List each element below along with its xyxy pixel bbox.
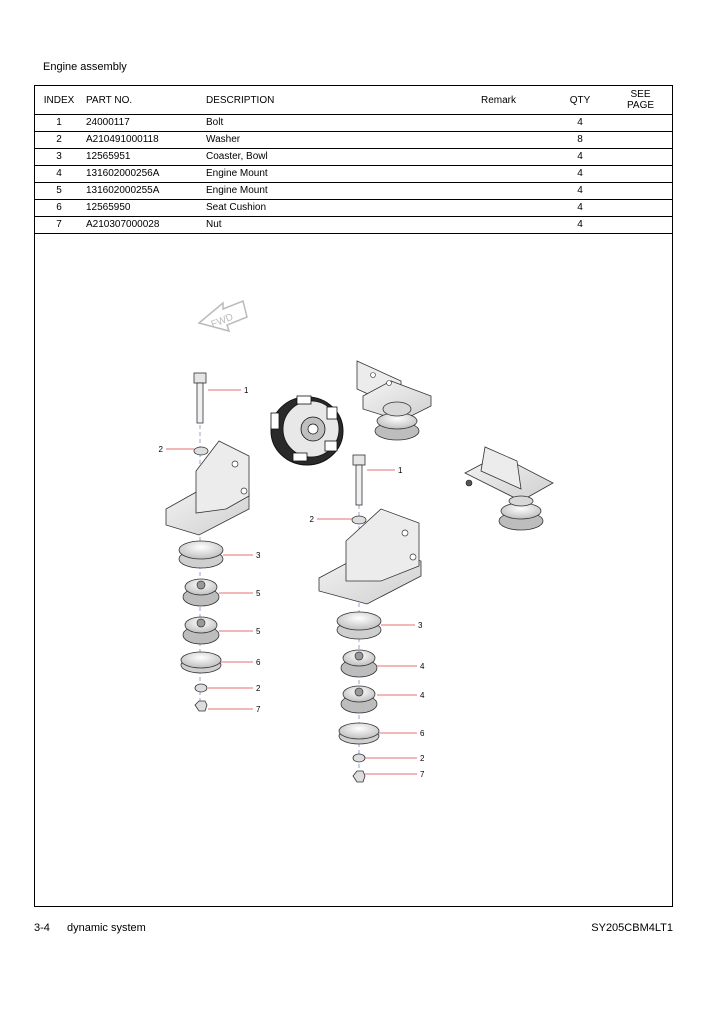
- cell-qty: 4: [551, 183, 609, 200]
- right-callout-number: 2: [309, 515, 314, 524]
- cell-remark: [481, 183, 551, 200]
- engine-mount-icon: [183, 617, 219, 644]
- washer-icon: [195, 684, 207, 692]
- cell-index: 7: [35, 217, 83, 234]
- cell-remark: [481, 217, 551, 234]
- right-callout-number: 7: [420, 770, 425, 779]
- header-index: INDEX: [35, 86, 83, 115]
- cell-qty: 4: [551, 115, 609, 132]
- cell-description: Washer: [206, 132, 481, 149]
- header-see-page-line1: SEE: [630, 89, 651, 100]
- engine-mount-icon: [341, 650, 377, 677]
- cell-index: 6: [35, 200, 83, 217]
- left-mount-stack: [166, 373, 249, 711]
- cell-index: 4: [35, 166, 83, 183]
- table-row: [35, 132, 672, 149]
- parts-frame: [34, 85, 673, 907]
- exploded-view-diagram: [35, 234, 672, 906]
- page-title: Engine assembly: [43, 61, 127, 73]
- table-row: [35, 149, 672, 166]
- coaster-bowl-icon: [179, 541, 223, 568]
- engine-mount-icon: [341, 686, 377, 713]
- footer-page-number: 3-4: [34, 922, 50, 934]
- table-header-row: [35, 86, 672, 115]
- cell-see-page: [609, 132, 672, 149]
- left-callout-number: 6: [256, 658, 261, 667]
- cell-remark: [481, 200, 551, 217]
- fwd-arrow-icon: [199, 301, 247, 331]
- header-description: DESCRIPTION: [206, 86, 481, 115]
- footer-section: dynamic system: [66, 922, 146, 934]
- cell-see-page: [609, 200, 672, 217]
- cell-description: Seat Cushion: [206, 200, 481, 217]
- assembled-mount-icon: [465, 447, 553, 530]
- cell-remark: [481, 166, 551, 183]
- footer-left: [34, 922, 146, 934]
- cell-description: Engine Mount: [206, 166, 481, 183]
- washer-icon: [194, 447, 208, 455]
- right-callout-number: 4: [420, 691, 425, 700]
- cell-index: 3: [35, 149, 83, 166]
- cell-qty: 4: [551, 166, 609, 183]
- left-callout-number: 7: [256, 705, 261, 714]
- bolt-icon: [353, 455, 365, 505]
- cell-description: Coaster, Bowl: [206, 149, 481, 166]
- cell-part-no: A210491000118: [83, 132, 206, 149]
- cell-remark: [481, 115, 551, 132]
- header-remark: Remark: [481, 86, 551, 115]
- bolt-icon: [194, 373, 206, 423]
- cell-see-page: [609, 217, 672, 234]
- cell-see-page: [609, 183, 672, 200]
- cell-description: Engine Mount: [206, 183, 481, 200]
- cell-remark: [481, 149, 551, 166]
- cell-index: 1: [35, 115, 83, 132]
- nut-icon: [353, 771, 365, 782]
- cell-qty: 4: [551, 149, 609, 166]
- header-see-page: [609, 86, 672, 115]
- washer-icon: [353, 754, 365, 762]
- cell-description: Bolt: [206, 115, 481, 132]
- cell-index: 2: [35, 132, 83, 149]
- table-row: [35, 115, 672, 132]
- left-callout-number: 5: [256, 627, 261, 636]
- right-callout-number: 1: [398, 466, 403, 475]
- left-callout-number: 3: [256, 551, 261, 560]
- cell-part-no: 131602000255A: [83, 183, 206, 200]
- cell-part-no: 12565950: [83, 200, 206, 217]
- table-row: [35, 183, 672, 200]
- engine-mount-icon: [183, 579, 219, 606]
- nut-icon: [195, 701, 207, 711]
- right-callout-number: 3: [418, 621, 423, 630]
- table-row: [35, 217, 672, 234]
- header-qty: QTY: [551, 86, 609, 115]
- cell-index: 5: [35, 183, 83, 200]
- coaster-bowl-icon: [337, 612, 381, 639]
- header-see-page-line2: PAGE: [626, 100, 655, 111]
- header-part-no: PART NO.: [83, 86, 206, 115]
- right-callout-number: 6: [420, 729, 425, 738]
- seat-cushion-icon: [181, 652, 221, 673]
- coupling-icon: [271, 396, 343, 465]
- table-row: [35, 166, 672, 183]
- assembled-mount-icon: [357, 361, 431, 440]
- bracket-icon: [166, 441, 249, 535]
- cell-part-no: 131602000256A: [83, 166, 206, 183]
- left-callout-number: 2: [158, 445, 163, 454]
- cell-see-page: [609, 149, 672, 166]
- right-callout-number: 2: [420, 754, 425, 763]
- cell-remark: [481, 132, 551, 149]
- cell-qty: 4: [551, 200, 609, 217]
- left-callout-number: 2: [256, 684, 261, 693]
- left-callout-number: 5: [256, 589, 261, 598]
- left-callout-number: 1: [244, 386, 249, 395]
- cell-part-no: 12565951: [83, 149, 206, 166]
- cell-part-no: 24000117: [83, 115, 206, 132]
- seat-cushion-icon: [339, 723, 379, 744]
- right-callout-number: 4: [420, 662, 425, 671]
- cell-part-no: A210307000028: [83, 217, 206, 234]
- cell-see-page: [609, 115, 672, 132]
- cell-see-page: [609, 166, 672, 183]
- cell-qty: 4: [551, 217, 609, 234]
- table-row: [35, 200, 672, 217]
- fwd-label: FWD: [209, 311, 235, 331]
- washer-icon: [352, 516, 366, 524]
- cell-qty: 8: [551, 132, 609, 149]
- parts-table: [35, 86, 672, 234]
- footer-model: SY205CBM4LT1: [591, 922, 673, 934]
- bracket-icon: [319, 509, 421, 604]
- cell-description: Nut: [206, 217, 481, 234]
